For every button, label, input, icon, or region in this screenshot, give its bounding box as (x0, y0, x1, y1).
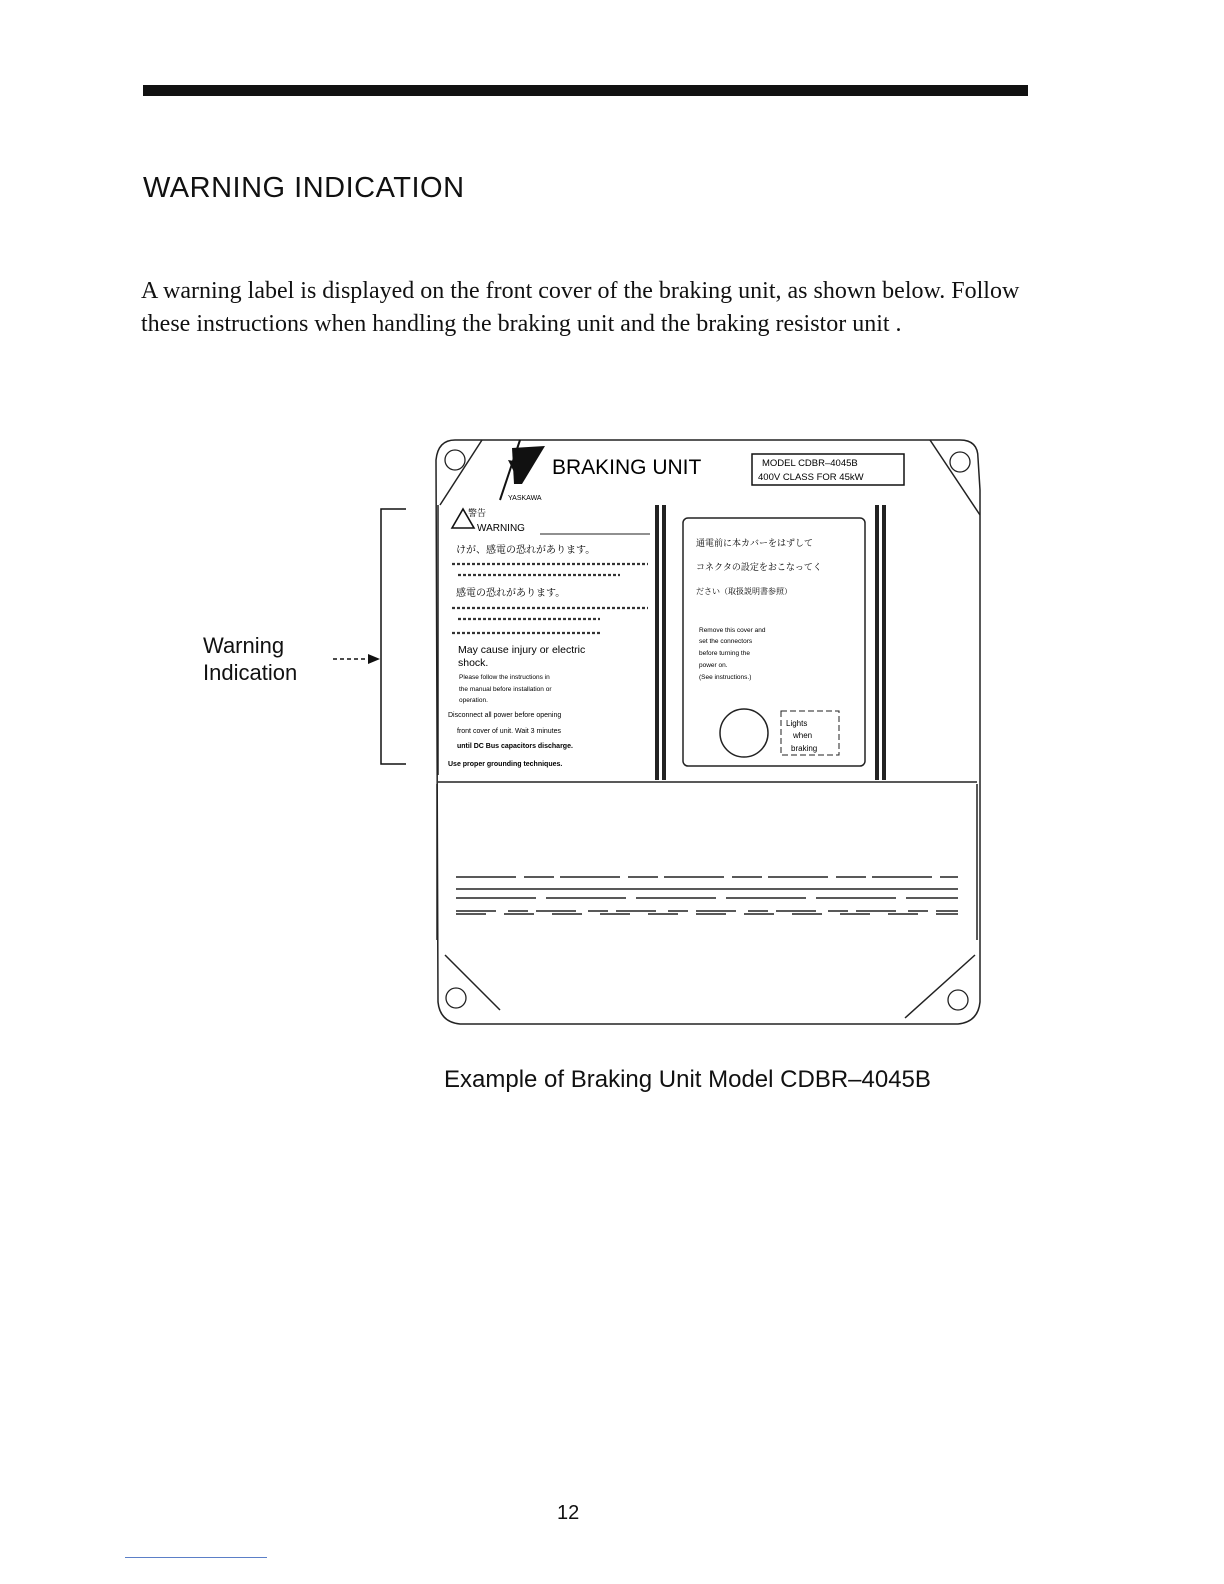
warning-bullet1-line3: until DC Bus capacitors discharge. (457, 743, 573, 750)
warning-en-line1: May cause injury or electric (458, 644, 586, 656)
warning-en-line2: shock. (458, 657, 489, 669)
cover-jp-line2: コネクタの設定をおこなってく (696, 563, 822, 573)
cover-en-line3: before turning the (699, 650, 750, 657)
cover-jp-line3: ださい（取扱説明書参照） (696, 587, 792, 596)
side-label-line1: Warning (203, 633, 285, 658)
brand-text: YASKAWA (508, 495, 542, 502)
cover-en-line5: (See instructions.) (699, 674, 752, 681)
intro-paragraph: A warning label is displayed on the front cover of the braking unit, as shown below. Follow these instructions when handling the braking unit and the braking resistor unit . (141, 278, 1020, 337)
braking-lamp-icon (720, 709, 768, 757)
cover-en-line2: set the connectors (699, 638, 753, 645)
warning-jp-line1: けが、感電の恐れがあります。 (456, 545, 596, 556)
side-label-line2: Indication (203, 660, 298, 685)
callout-bracket (333, 509, 406, 764)
yaskawa-logo-icon (500, 440, 545, 500)
warning-bullet1-line1: Disconnect all power before opening (448, 712, 562, 719)
warning-en-small1: Please follow the instructions in (459, 674, 550, 681)
warning-bullet1-line2: front cover of unit. Wait 3 minutes (457, 728, 562, 735)
cover-en-line1: Remove this cover and (699, 627, 766, 634)
model-number: MODEL CDBR–4045B (762, 458, 858, 469)
figure-caption: Example of Braking Unit Model CDBR–4045B (444, 1066, 931, 1093)
model-class: 400V CLASS FOR 45kW (758, 472, 864, 483)
warning-en-small3: operation. (459, 697, 488, 704)
lamp-text-line3: braking (791, 744, 818, 753)
warning-en-small2: the manual before installation or (459, 686, 552, 693)
footer-rule (125, 1557, 267, 1558)
warning-jp-line2: 感電の恐れがあります。 (456, 588, 566, 599)
callout-arrow-icon (368, 654, 380, 664)
device-name: BRAKING UNIT (552, 456, 702, 479)
cover-en-line4: power on. (699, 662, 728, 669)
page-number: 12 (557, 1502, 580, 1524)
lamp-text-line1: Lights (786, 719, 808, 728)
lamp-text-line2: when (793, 731, 813, 740)
warning-heading-jp: 警告 (468, 509, 487, 519)
cover-jp-line1: 通電前に本カバーをはずして (696, 539, 814, 549)
page-title: WARNING INDICATION (143, 172, 465, 204)
warning-bullet2: Use proper grounding techniques. (448, 761, 563, 768)
warning-heading: WARNING (477, 523, 525, 534)
